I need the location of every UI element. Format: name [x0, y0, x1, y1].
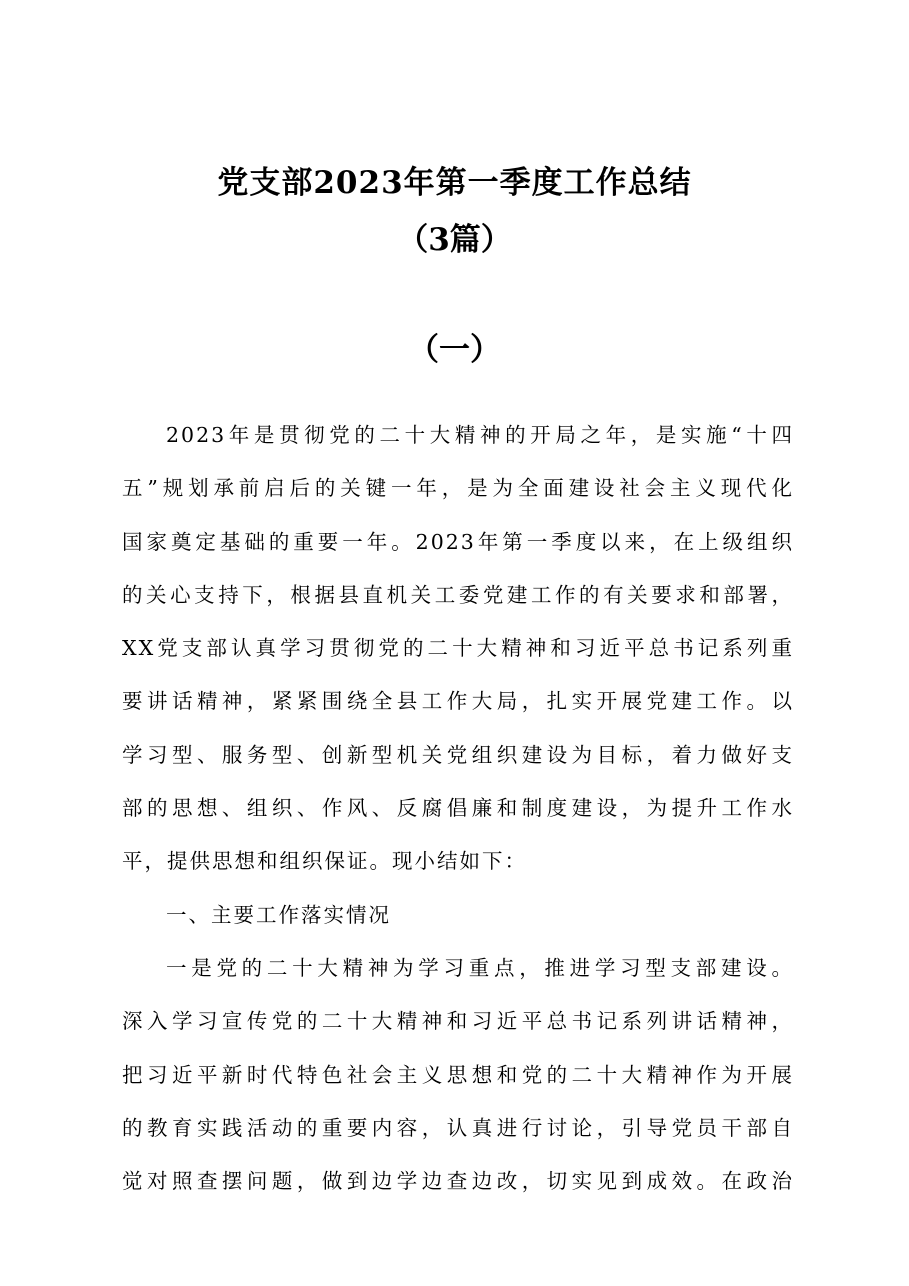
paragraph-line: 国家奠定基础的重要一年。2023年第一季度以来，在上级组织 — [122, 529, 794, 554]
paragraph-line: 一是党的二十大精神为学习重点，推进学习型支部建设。 — [166, 955, 794, 980]
document-subtitle: （3篇） — [397, 222, 512, 258]
paragraph-line: XX党支部认真学习贯彻党的二十大精神和习近平总书记系列重 — [122, 636, 794, 661]
paragraph-line: 觉对照查摆问题，做到边学边查边改，切实见到成效。在政治 — [122, 1169, 794, 1194]
paragraph-line: 部的思想、组织、作风、反腐倡廉和制度建设，为提升工作水 — [122, 796, 794, 821]
body-text — [122, 409, 794, 1208]
paragraph-line: 深入学习宣传党的二十大精神和习近平总书记系列讲话精神， — [122, 1009, 794, 1034]
paragraph-line: 的教育实践活动的重要内容，认真进行讨论，引导党员干部自 — [122, 1115, 794, 1140]
paragraph-line: 平，提供思想和组织保证。现小结如下： — [122, 849, 527, 874]
paragraph-line: 把习近平新时代特色社会主义思想和党的二十大精神作为开展 — [122, 1062, 794, 1087]
document-title: 党支部2023年第一季度工作总结 — [217, 165, 692, 201]
paragraph-line: 学习型、服务型、创新型机关党组织建设为目标，着力做好支 — [122, 742, 794, 767]
paragraph-line: 五”规划承前启后的关键一年，是为全面建设社会主义现代化 — [122, 476, 794, 501]
paragraph-line: 的关心支持下，根据县直机关工委党建工作的有关要求和部署， — [122, 582, 794, 607]
section-heading: 一、主要工作落实情况 — [166, 902, 391, 927]
paragraph-line: 要讲话精神，紧紧围绕全县工作大局，扎实开展党建工作。以 — [122, 689, 794, 714]
paragraph-line: 2023年是贯彻党的二十大精神的开局之年，是实施“十四 — [166, 423, 794, 447]
part-label: （一） — [408, 332, 501, 368]
